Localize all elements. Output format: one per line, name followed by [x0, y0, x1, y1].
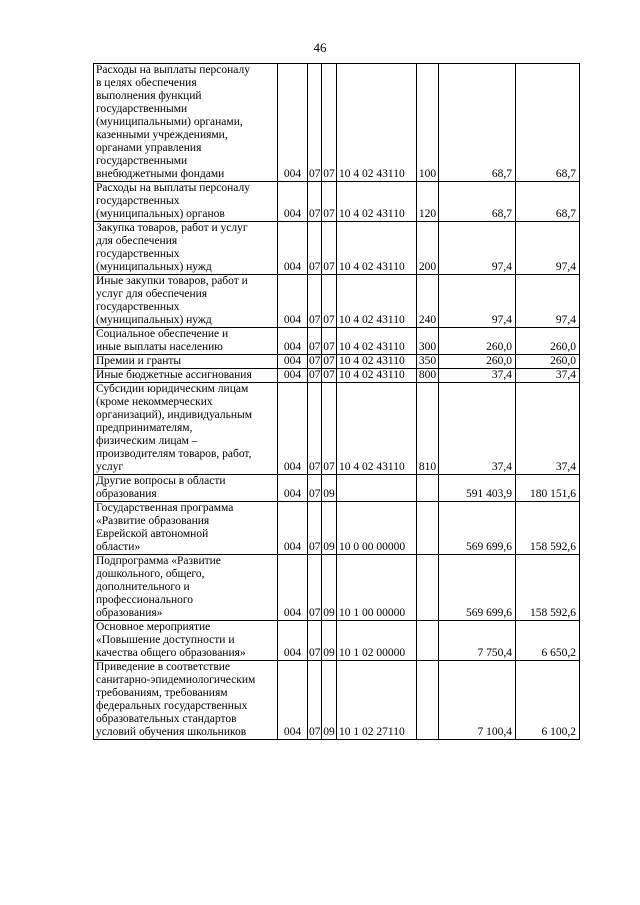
row-name-line: условий обучения школьников [96, 726, 247, 738]
row-name-cell [94, 383, 278, 475]
section-code-cell: 07 [308, 555, 322, 621]
row-name-line: Приведение в соответствие [96, 661, 231, 673]
row-name-cell [94, 661, 278, 740]
row-name-line: физическим лицам – [96, 435, 198, 447]
section-code-cell: 07 [308, 621, 322, 661]
ministry-code-cell: 004 [278, 383, 308, 475]
amount-year2-cell: 260,0 [516, 355, 580, 369]
section-code-cell: 07 [308, 661, 322, 740]
ministry-code-cell: 004 [278, 475, 308, 502]
expense-type-cell: 300 [417, 328, 439, 355]
section-code-cell: 07 [308, 475, 322, 502]
ministry-code-cell: 004 [278, 661, 308, 740]
expense-type-cell [417, 502, 439, 555]
ministry-code-cell: 004 [278, 222, 308, 275]
target-article-cell: 10 0 00 00000 [337, 502, 417, 555]
subsection-code-cell: 07 [323, 355, 335, 367]
ministry-code-cell: 004 [278, 182, 308, 222]
row-name-line: Расходы на выплаты персоналу [96, 64, 250, 76]
amount-year2-cell: 37,4 [516, 383, 580, 475]
table-row [94, 502, 580, 555]
row-name-cell [94, 502, 278, 555]
table-row [94, 661, 580, 740]
table-row [94, 383, 580, 475]
expense-type-cell: 350 [417, 355, 439, 369]
row-name-line: образования» [96, 607, 163, 619]
subsection-code-cell: 07 [323, 369, 335, 381]
row-name-line: образования [96, 488, 157, 500]
row-name-line: внебюджетными фондами [96, 168, 225, 180]
table-row [94, 275, 580, 328]
expense-type-cell: 200 [417, 222, 439, 275]
row-name-line: Подпрограмма «Развитие [96, 555, 221, 567]
row-name-line: выполнения функций [96, 90, 202, 102]
row-name-line: органами управления [96, 142, 202, 154]
row-name-line: Основное мероприятие [96, 621, 211, 633]
row-name-line: государственных [96, 248, 180, 260]
subsection-code-cell: 09 [322, 621, 337, 661]
section-code-cell: 07 [308, 64, 322, 182]
row-name-line: государственными [96, 103, 188, 115]
row-name-line: Еврейской автономной [96, 528, 209, 540]
expense-type-cell: 120 [417, 182, 439, 222]
row-name-cell [94, 475, 278, 502]
row-name-line: государственными [96, 155, 188, 167]
row-name-line: «Повышение доступности и [96, 634, 235, 646]
row-name-cell [94, 182, 278, 222]
row-name-line: предпринимателям, [96, 422, 193, 434]
target-article-cell: 10 1 02 27110 [337, 661, 417, 740]
target-article-cell [337, 475, 417, 502]
row-name-line: (муниципальных) нужд [96, 314, 212, 326]
amount-year1-cell: 68,7 [439, 64, 516, 182]
ministry-code-cell: 004 [278, 355, 308, 369]
subsection-code-cell: 07 [322, 64, 337, 182]
row-name-cell [94, 355, 278, 369]
row-name-line: казенными учреждениями, [96, 129, 228, 141]
ministry-code-cell: 004 [278, 555, 308, 621]
amount-year1-cell: 68,7 [439, 182, 516, 222]
ministry-code-cell: 004 [278, 621, 308, 661]
row-name-line: Другие вопросы в области [96, 475, 226, 487]
amount-year2-cell: 260,0 [516, 328, 580, 355]
table-row [94, 621, 580, 661]
row-name-cell [94, 621, 278, 661]
table-row [94, 182, 580, 222]
target-article-cell: 10 4 02 43110 [337, 64, 417, 182]
amount-year2-cell: 180 151,6 [516, 475, 580, 502]
section-code-cell: 07 [308, 502, 322, 555]
amount-year1-cell: 97,4 [439, 275, 516, 328]
subsection-code-cell: 09 [322, 502, 337, 555]
subsection-code-cell: 09 [322, 555, 337, 621]
subsection-code-cell: 07 [322, 383, 337, 475]
amount-year1-cell: 260,0 [439, 355, 516, 369]
ministry-code-cell: 004 [278, 64, 308, 182]
subsection-code-cell: 07 [322, 182, 337, 222]
amount-year1-cell: 591 403,9 [439, 475, 516, 502]
target-article-cell: 10 4 02 43110 [337, 383, 417, 475]
target-article-cell: 10 4 02 43110 [337, 182, 417, 222]
row-name-line: санитарно-эпидемиологическим [96, 674, 256, 686]
amount-year2-cell: 37,4 [516, 369, 580, 383]
row-name-line: государственных [96, 195, 180, 207]
table-row [94, 222, 580, 275]
row-name-line: в целях обеспечения [96, 77, 197, 89]
amount-year2-cell: 68,7 [516, 64, 580, 182]
row-name-line: иные выплаты населению [96, 341, 223, 353]
amount-year1-cell: 97,4 [439, 222, 516, 275]
amount-year2-cell: 6 650,2 [516, 621, 580, 661]
target-article-cell: 10 4 02 43110 [337, 328, 417, 355]
subsection-code-cell: 07 [322, 328, 337, 355]
section-code-cell: 07 [308, 328, 322, 355]
ministry-code-cell: 004 [278, 328, 308, 355]
row-name-cell [94, 328, 278, 355]
row-name-line: услуг [96, 461, 124, 473]
row-name-line: (муниципальными) органами, [96, 116, 243, 128]
row-name-line: Премии и гранты [96, 355, 182, 367]
amount-year1-cell: 569 699,6 [439, 502, 516, 555]
row-name-line: услуг для обеспечения [96, 288, 208, 300]
subsection-code-cell: 09 [322, 661, 337, 740]
row-name-cell [94, 222, 278, 275]
page-number: 46 [313, 40, 327, 55]
row-name-line: Социальное обеспечение и [96, 328, 229, 340]
row-name-line: организаций), индивидуальным [96, 409, 253, 421]
section-code-cell: 07 [308, 275, 322, 328]
table-body [94, 64, 580, 740]
section-code-cell: 07 [308, 182, 322, 222]
table-row [94, 64, 580, 182]
subsection-code-cell: 07 [322, 275, 337, 328]
table-row [94, 355, 580, 369]
target-article-cell: 10 1 00 00000 [337, 555, 417, 621]
subsection-code-cell: 07 [322, 222, 337, 275]
row-name-line: «Развитие образования [96, 515, 210, 527]
target-article-cell: 10 4 02 43110 [337, 355, 417, 369]
amount-year1-cell: 569 699,6 [439, 555, 516, 621]
row-name-line: качества общего образования» [96, 647, 246, 659]
expense-type-cell: 100 [417, 64, 439, 182]
table-row [94, 328, 580, 355]
target-article-cell: 10 4 02 43110 [337, 222, 417, 275]
amount-year1-cell: 7 750,4 [439, 621, 516, 661]
section-code-cell: 07 [308, 383, 322, 475]
expense-type-cell [417, 661, 439, 740]
row-name-line: образовательных стандартов [96, 713, 237, 725]
amount-year2-cell: 6 100,2 [516, 661, 580, 740]
row-name-line: профессионального [96, 594, 194, 606]
row-name-line: для обеспечения [96, 235, 178, 247]
row-name-line: Расходы на выплаты персоналу [96, 182, 250, 194]
budget-table [93, 63, 580, 740]
row-name-cell [94, 64, 278, 182]
row-name-line: дополнительного и [96, 581, 190, 593]
amount-year2-cell: 68,7 [516, 182, 580, 222]
row-name-cell [94, 555, 278, 621]
row-name-line: области» [96, 541, 141, 553]
row-name-line: Иные бюджетные ассигнования [96, 369, 252, 381]
expense-type-cell: 240 [417, 275, 439, 328]
row-name-line: Закупка товаров, работ и услуг [96, 222, 248, 234]
table-row [94, 555, 580, 621]
target-article-cell: 10 4 02 43110 [337, 369, 417, 383]
row-name-line: Субсидии юридическим лицам [96, 383, 249, 395]
amount-year2-cell: 158 592,6 [516, 555, 580, 621]
amount-year2-cell: 158 592,6 [516, 502, 580, 555]
ministry-code-cell: 004 [278, 275, 308, 328]
row-name-line: Иные закупки товаров, работ и [96, 275, 248, 287]
row-name-line: дошкольного, общего, [96, 568, 205, 580]
row-name-line: (кроме некоммерческих [96, 396, 213, 408]
ministry-code-cell: 004 [278, 369, 308, 383]
row-name-line: Государственная программа [96, 502, 234, 514]
amount-year1-cell: 7 100,4 [439, 661, 516, 740]
row-name-line: (муниципальных) органов [96, 208, 225, 220]
row-name-line: федеральных государственных [96, 700, 248, 712]
row-name-cell [94, 369, 278, 383]
amount-year1-cell: 37,4 [439, 369, 516, 383]
expense-type-cell [417, 555, 439, 621]
expense-type-cell: 810 [417, 383, 439, 475]
table-row [94, 369, 580, 383]
section-code-cell: 07 [309, 369, 321, 381]
amount-year1-cell: 37,4 [439, 383, 516, 475]
row-name-line: (муниципальных) нужд [96, 261, 212, 273]
expense-type-cell [417, 475, 439, 502]
expense-type-cell: 800 [417, 369, 439, 383]
section-code-cell: 07 [309, 355, 321, 367]
row-name-line: требованиям, требованиям [96, 687, 228, 699]
row-name-line: государственных [96, 301, 180, 313]
subsection-code-cell: 09 [322, 475, 337, 502]
ministry-code-cell: 004 [278, 502, 308, 555]
amount-year1-cell: 260,0 [439, 328, 516, 355]
table-row [94, 475, 580, 502]
target-article-cell: 10 1 02 00000 [337, 621, 417, 661]
row-name-line: производителям товаров, работ, [96, 448, 252, 460]
amount-year2-cell: 97,4 [516, 275, 580, 328]
section-code-cell: 07 [308, 222, 322, 275]
row-name-cell [94, 275, 278, 328]
expense-type-cell [417, 621, 439, 661]
target-article-cell: 10 4 02 43110 [337, 275, 417, 328]
amount-year2-cell: 97,4 [516, 222, 580, 275]
